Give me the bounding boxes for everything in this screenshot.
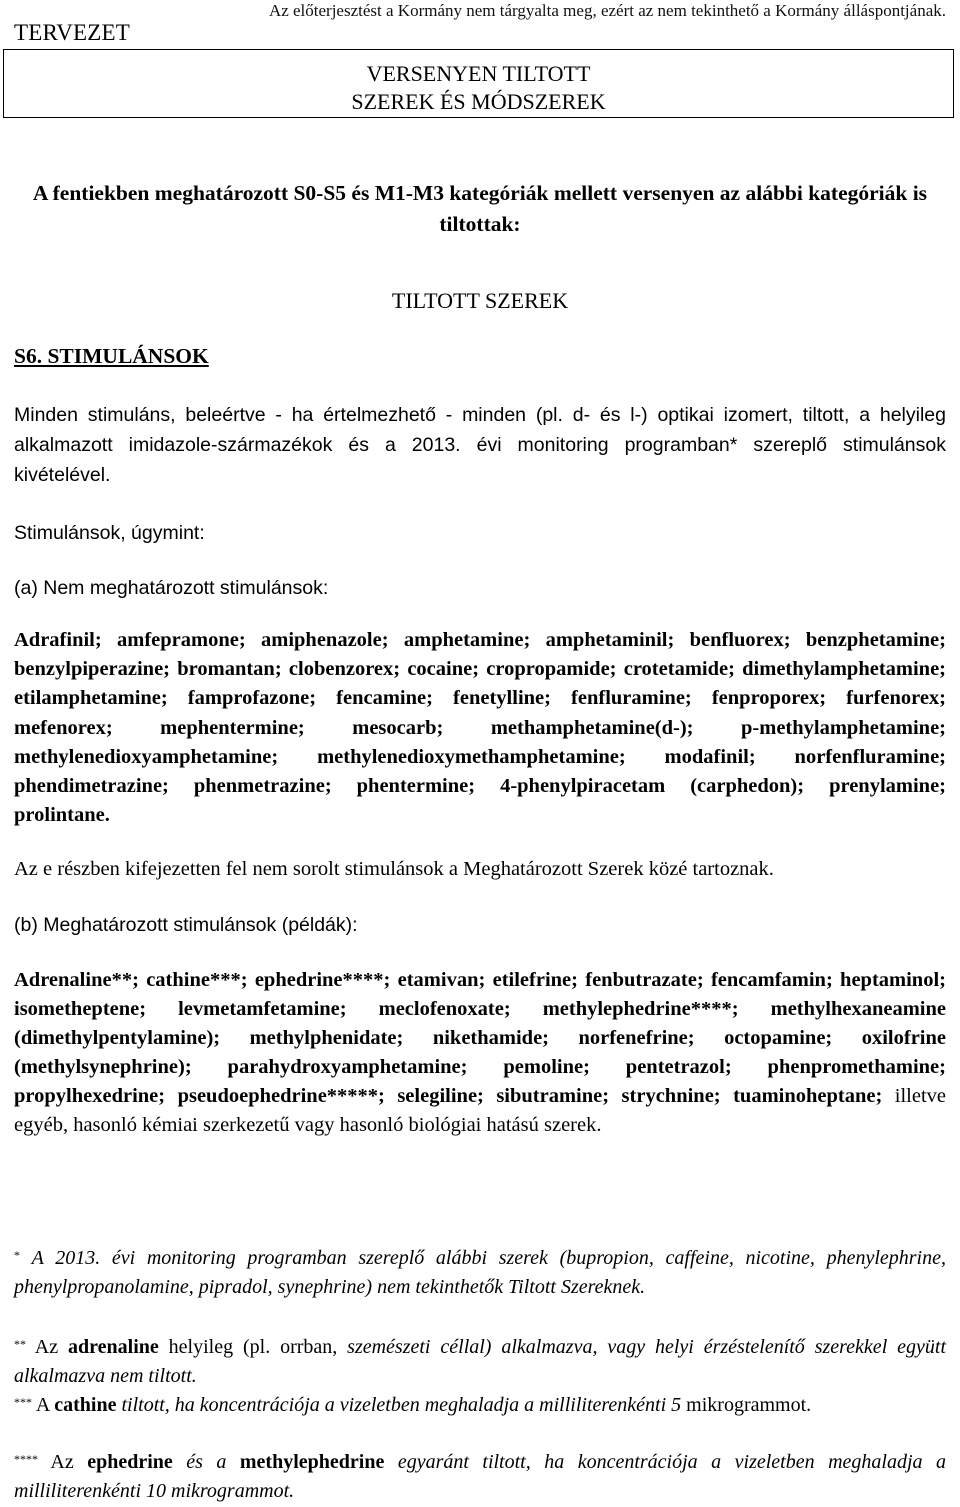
group-a-heading: (a) Nem meghatározott stimulánsok: [14,577,329,599]
group-b-substances: Adrenaline**; cathine***; ephedrine****; etamivan; etilefrine; fenbutrazate; fencamfamin; heptaminol; isometheptene; levmetamfetamine; meclofenoxate; methylephedrine****; methylhexaneamine (dimethylpentylamine); methylphenidate; nikethamide; norfenefrine; octopamine; oxilofrine (methylsynephrine); parahydroxyamphetamine; pemoline; pentetrazol; phenpromethamine; propylhexedrine; pseudoephedrine*****; selegiline; sibutramine; strychnine; tuaminoheptane; [14,969,946,1107]
footnote-4-mark: **** [14,1452,38,1466]
footnote-2 [14,1333,946,1391]
footnote-3-suffix: mikrogrammot. [681,1394,812,1416]
s6-heading: S6. STIMULÁNSOK [14,344,209,368]
footnote-3-italic: tiltott, ha koncentrációja a vizeletben meghaladja a milliliterenkénti 5 [116,1394,682,1416]
footnote-4-prefix: Az [50,1451,88,1473]
footnote-1 [14,1244,946,1302]
footnote-1-mark: * [14,1248,20,1262]
group-a-list: Adrafinil; amfepramone; amiphenazole; amphetamine; amphetaminil; benfluorex; benzphetamine; benzylpiperazine; bromantan; clobenzorex; cocaine; cropropamide; crotetamide; dimethylamphetamine; etilamphetamine; famprofazone; fencamine; fenetylline; fenfluramine; fenproporex; furfenorex; mefenorex; mephentermine; mesocarb; methamphetamine(d-); p-methylamphetamine; methylenedioxyamphetamine; methylenedioxymethamphetamine; modafinil; norfenfluramine; phendimetrazine; phenmetrazine; phentermine; 4-phenylpiracetam (carphedon); prenylamine; prolintane. [14,629,946,827]
group-a-note: Az e részben kifejezetten fel nem sorolt stimulánsok a Meghatározott Szerek közé tartoznak. [14,858,774,880]
group-b-tail: illetve egyéb, hasonló kémiai szerkezetű vagy hasonló biológiai hatású szerek. [14,1085,947,1136]
header-note: Az előterjesztést a Kormány nem tárgyalta meg, ezért az nem tekinthető a Kormány álláspontjának. [268,1,946,20]
s6-description: Minden stimuláns, beleértve - ha értelmezhető - minden (pl. d- és l-) optikai izomert, tiltott, a helyileg alkalmazott imidazole-származékok és a 2013. évi monitoring programban* szereplő stimulánsok kivételével. [14,404,946,486]
footnote-1-text: A 2013. évi monitoring programban szereplő alábbi szerek (bupropion, caffeine, nicotine, phenylephrine, phenylpropanolamine, pipradol, synephrine) nem tekinthetők Tiltott Szereknek. [14,1247,946,1298]
footnote-4-bold-2: methylephedrine [239,1451,385,1473]
group-b-heading: (b) Meghatározott stimulánsok (példák): [14,914,358,936]
footnote-4-italic-2: egyaránt tiltott, ha koncentrációja a vizeletben meghaladja a milliliterenkénti 10 mikrogrammot. [14,1451,946,1502]
footnote-4 [14,1448,946,1506]
footnote-4-bold-1: ephedrine [87,1451,173,1473]
title-line-1: VERSENYEN TILTOTT [366,61,591,86]
footnote-2-middle: helyileg (pl. orrban, [158,1336,348,1358]
section-heading: TILTOTT SZEREK [391,288,569,313]
title-line-2: SZEREK ÉS MÓDSZEREK [351,89,606,114]
footnote-2-italic: szemészeti céllal) alkalmazva, vagy helyi érzéstelenítő szerekkel együtt alkalmazva nem tiltott. [14,1336,947,1387]
footnote-4-italic-1: és a [172,1451,240,1473]
footnote-2-mark: ** [14,1337,26,1351]
intro-text: A fentiekben meghatározott S0-S5 és M1-M3 kategóriák mellett versenyen az alábbi kategóriák is tiltottak: [32,181,928,236]
draft-label: TERVEZET [14,20,131,45]
footnote-3-bold: cathine [54,1394,117,1416]
stimulants-intro: Stimulánsok, úgymint: [14,522,205,544]
footnote-3 [14,1391,946,1420]
footnote-3-prefix: A [35,1394,55,1416]
footnote-3-mark: *** [14,1395,32,1409]
title-box [3,49,954,118]
group-b-list [14,966,946,1140]
footnote-2-prefix: Az [34,1336,69,1358]
footnote-2-bold: adrenaline [68,1336,159,1358]
